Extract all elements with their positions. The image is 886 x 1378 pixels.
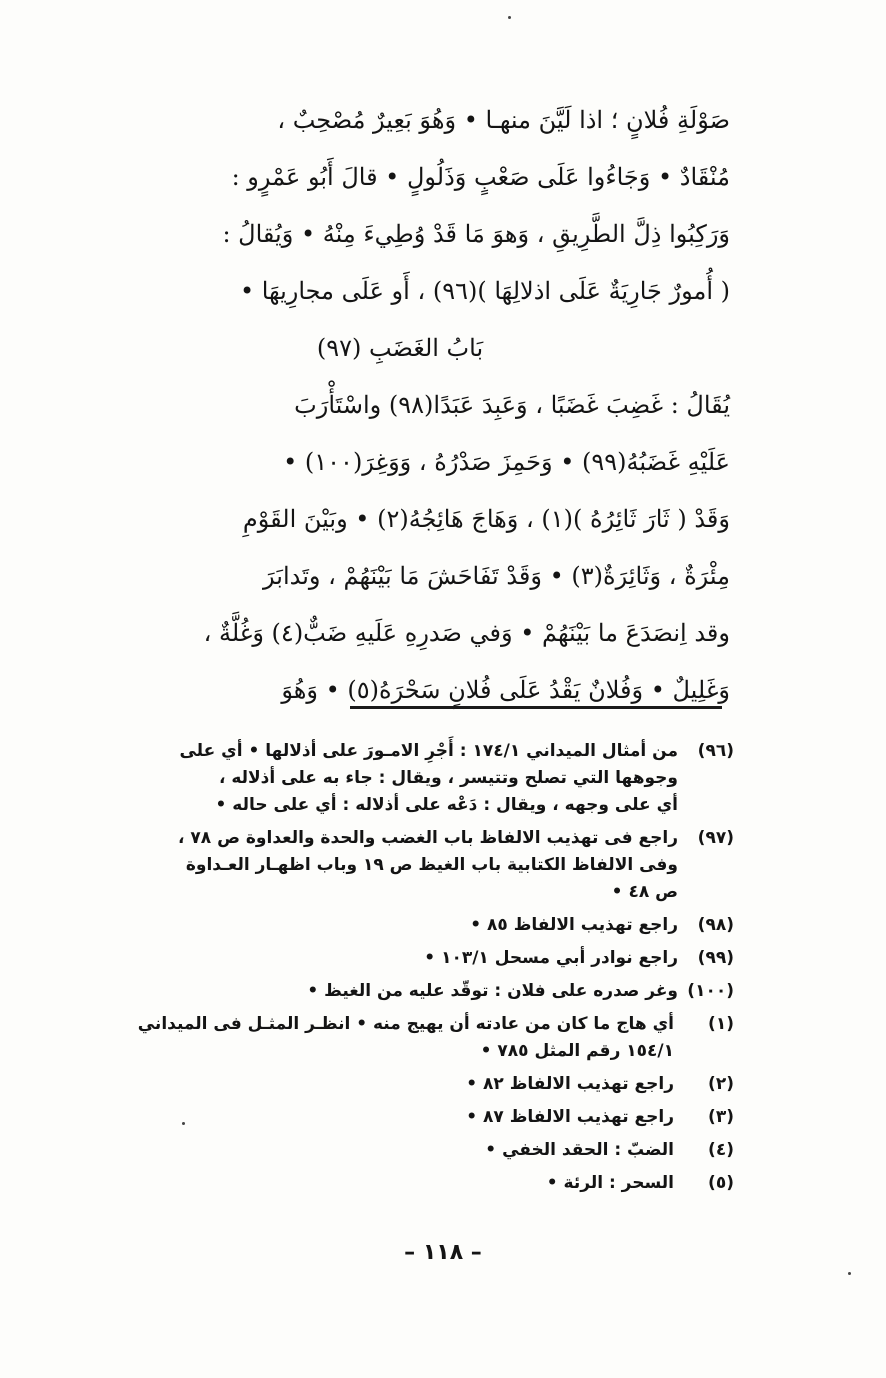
footnote (70, 1137, 734, 1164)
footnote-number: (٩٩) (697, 948, 734, 968)
text-line: مُنْقَادٌ • وَجَاءُوا عَلَى صَعْبٍ وَذَلُولٍ • قالَ أَبُو عَمْرٍو : (231, 163, 730, 191)
page-number: – ١١٨ – (404, 1240, 482, 1265)
footnote-number: (٥) (708, 1173, 734, 1193)
footnote (70, 1071, 734, 1098)
text-line: يُقَالُ : غَضِبَ غَضَبًا ، وَعَبِدَ عَبَدًا(٩٨) واسْتَأْرَبَ (294, 391, 730, 419)
footnote-number: (٩٧) (697, 828, 734, 848)
footnote-number: (١) (708, 1014, 734, 1034)
text-line: وَرَكِبُوا ذِلَّ الطَّرِيقِ ، وَهوَ مَا قَدْ وُطِيءَ مِنْهُ • وَيُقالُ : (222, 220, 730, 248)
footnote-line: راجع نوادر أبي مسحل ١٠٣/١ • (424, 948, 678, 968)
footnote (70, 1104, 734, 1131)
text-line: وقد اِنصَدَعَ ما بَيْنَهُمْ • وَفي صَدرِهِ عَلَيهِ ضَبٌّ(٤) وَغُلَّةٌ ، (203, 619, 730, 647)
footnote-number: (٢) (708, 1074, 734, 1094)
footnote-line: أي على وجهه ، ويقال : دَعْه على أذلاله : أي على حاله • (215, 795, 678, 815)
text-line: وَقَدْ ( ثَارَ ثَائِرُهُ )(١) ، وَهَاجَ هَائِجُهُ(٢) • وبَيْنَ القَوْمِ (242, 505, 730, 533)
footnote (70, 825, 734, 906)
footnote-line: ١٥٤/١ رقم المثل ٧٨٥ • (480, 1041, 674, 1061)
footnote (70, 1011, 734, 1065)
text-line: صَوْلَةِ فُلانٍ ؛ اذا لَيَّنَ منهـا • وَهُوَ بَعِيرٌ مُصْحِبٌ ، (277, 106, 730, 134)
footnote-line: الضبّ : الحقد الخفي • (485, 1140, 674, 1160)
speck (848, 1272, 851, 1275)
footnote-line: وجوهها التي تصلح وتتيسر ، ويقال : جاء به على أذلاله ، (218, 768, 678, 788)
footnote (70, 1170, 734, 1197)
footnote-line: من أمثال الميداني ١٧٤/١ : أَجْرِ الامـورَ على أذلالها • أي على (179, 741, 678, 761)
footnote-number: (٩٦) (697, 741, 734, 761)
footnote-line: راجع تهذيب الالفاظ ٨٥ • (470, 915, 678, 935)
footnote (70, 912, 734, 939)
text-line: عَلَيْهِ غَضَبُهُ(٩٩) • وَحَمِزَ صَدْرُهُ ، وَوَغِرَ(١٠٠) • (283, 448, 730, 476)
footnote-line: راجع تهذيب الالفاظ ٨٢ • (466, 1074, 674, 1094)
footnote-line: أي هاج ما كان من عادته أن يهيج منه • انظـر المثـل فى الميداني (137, 1014, 674, 1034)
footnote-line: راجع فى تهذيب الالفاظ باب الغضب والحدة والعداوة ص ٧٨ ، (178, 828, 678, 848)
main-text (70, 92, 730, 719)
footnote-line: ص ٤٨ • (611, 882, 678, 902)
text-line: ( أُمورٌ جَارِيَةٌ عَلَى اذلالِهَا )(٩٦) ، أَو عَلَى مجارِيهَا • (239, 277, 730, 305)
footnote-line: راجع تهذيب الالفاظ ٨٧ • (466, 1107, 674, 1127)
footnote (70, 738, 734, 819)
text-line: مِئْرَةٌ ، وَثَائِرَةٌ(٣) • وَقَدْ تَفَاحَشَ مَا بَيْنَهُمْ ، وتَدابَرَ (263, 562, 730, 590)
footnote-number: (١٠٠) (687, 981, 734, 1001)
footnotes (70, 738, 734, 1203)
footnote-line: السحر : الرئة • (546, 1173, 674, 1193)
chapter-heading: بَابُ الغَضَبِ (٩٧) (316, 334, 484, 362)
footnote (70, 978, 734, 1005)
speck (508, 16, 511, 19)
footnote-number: (٤) (708, 1140, 734, 1160)
footnote-divider (350, 706, 722, 709)
text-line: وَغَلِيلٌ • وَفُلانٌ يَقْدُ عَلَى فُلانٍ سَحْرَهُ(٥) • وَهُوَ (281, 676, 730, 704)
footnote-line: وفى الالفاظ الكتابية باب الغيظ ص ١٩ وباب اظهـار العـداوة (185, 855, 678, 875)
footnote-number: (٩٨) (697, 915, 734, 935)
footnote (70, 945, 734, 972)
footnote-line: وغر صدره على فلان : توقّد عليه من الغيظ • (307, 981, 678, 1001)
footnote-number: (٣) (708, 1107, 734, 1127)
